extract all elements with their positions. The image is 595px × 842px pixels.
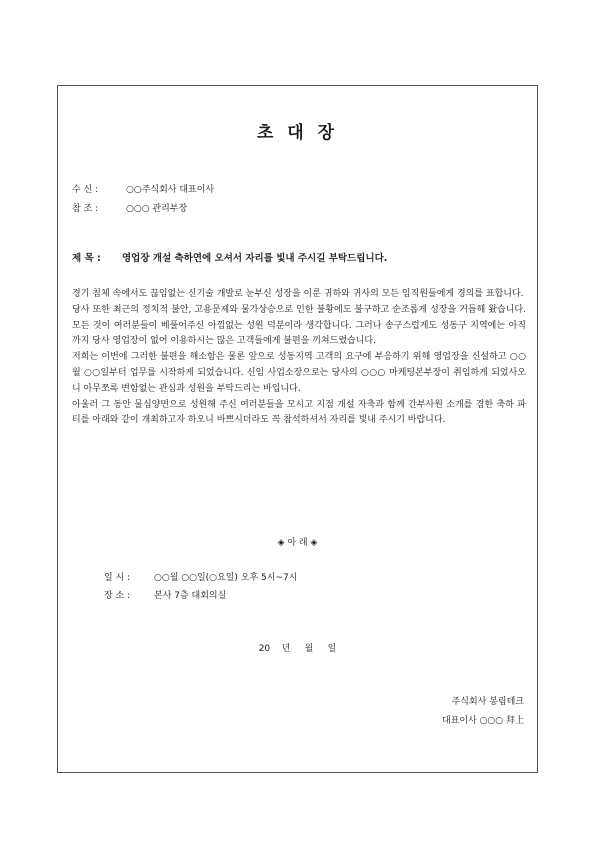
body-paragraph: 경기 침체 속에서도 끊임없는 신기술 개발로 눈부신 성장을 이룬 귀하와 귀사의 모든 임직원들에게 경의를 표합니다. bbox=[72, 289, 524, 299]
company-name: 주식회사 봉림테크 bbox=[451, 697, 524, 707]
date-line: 20 년 월 일 bbox=[258, 644, 337, 654]
recipient-value: ○○주식회사 대표이사 bbox=[126, 185, 215, 195]
recipient-line bbox=[72, 182, 214, 195]
schedule-line bbox=[104, 570, 297, 583]
recipient-label: 수 신 : bbox=[72, 185, 99, 195]
reference-value: ○○○ 관리부장 bbox=[126, 204, 188, 214]
subject-label: 제 목 : bbox=[72, 253, 101, 264]
signer-name: 대표이사 ○○○ 拜上 bbox=[441, 716, 524, 726]
body-paragraph: 저희는 이번에 그러한 불편을 해소함은 물론 앞으로 성동지역 고객의 요구에 부응하기 위해 영업장을 신설하고 ○○월 ○○일부터 업무를 시작하게 되었습니다. 신임 사업소장으로는 당사의 ○○○ 마케팅본부장이 취임하게 되었사오니 아무쪼록 변함없는 관심과 성원을 부탁드리는 바입니다. bbox=[72, 352, 526, 394]
body-paragraph: 아울러 그 동안 물심양면으로 성원해 주신 여러분들을 모시고 지점 개설 자축과 함께 간부사원 소개를 겸한 축하 파티를 아래와 같이 개최하고자 하오니 바쁘시더라도 꼭 참석하셔서 자리를 빛내 주시기 바랍니다. bbox=[72, 399, 526, 426]
schedule-value: ○○월 ○○일(○요일) 오후 5시~7시 bbox=[154, 573, 298, 583]
venue-line bbox=[104, 588, 226, 601]
reference-line bbox=[72, 201, 187, 214]
document-title: 초 대 장 bbox=[256, 123, 339, 143]
reference-label: 참 조 : bbox=[72, 204, 99, 214]
subject-line bbox=[72, 250, 387, 264]
body-paragraph: 당사 또한 최근의 정치적 불안, 고용문제와 물가상승으로 인한 불황에도 불구하고 순조롭게 성장을 거듭해 왔습니다. 모든 것이 여러분들이 베풀어주신 아낌없는 성원 덕분이라 생각합니다. 그러나 송구스럽게도 성동구 지역에는 아직 까지 당사 영업장이 없어 이용하시는 많은 고객들에게 불편을 끼쳐드렸습니다. bbox=[72, 304, 526, 347]
venue-label: 장 소 : bbox=[104, 591, 131, 601]
letter-body bbox=[72, 287, 526, 429]
schedule-label: 일 시 : bbox=[104, 573, 131, 583]
venue-value: 본사 7층 대회의실 bbox=[154, 591, 227, 601]
subject-value: 영업장 개설 축하연에 오셔서 자리를 빛내 주시길 부탁드립니다. bbox=[122, 253, 388, 264]
notice-heading: ◈ 아 래 ◈ bbox=[277, 538, 318, 548]
